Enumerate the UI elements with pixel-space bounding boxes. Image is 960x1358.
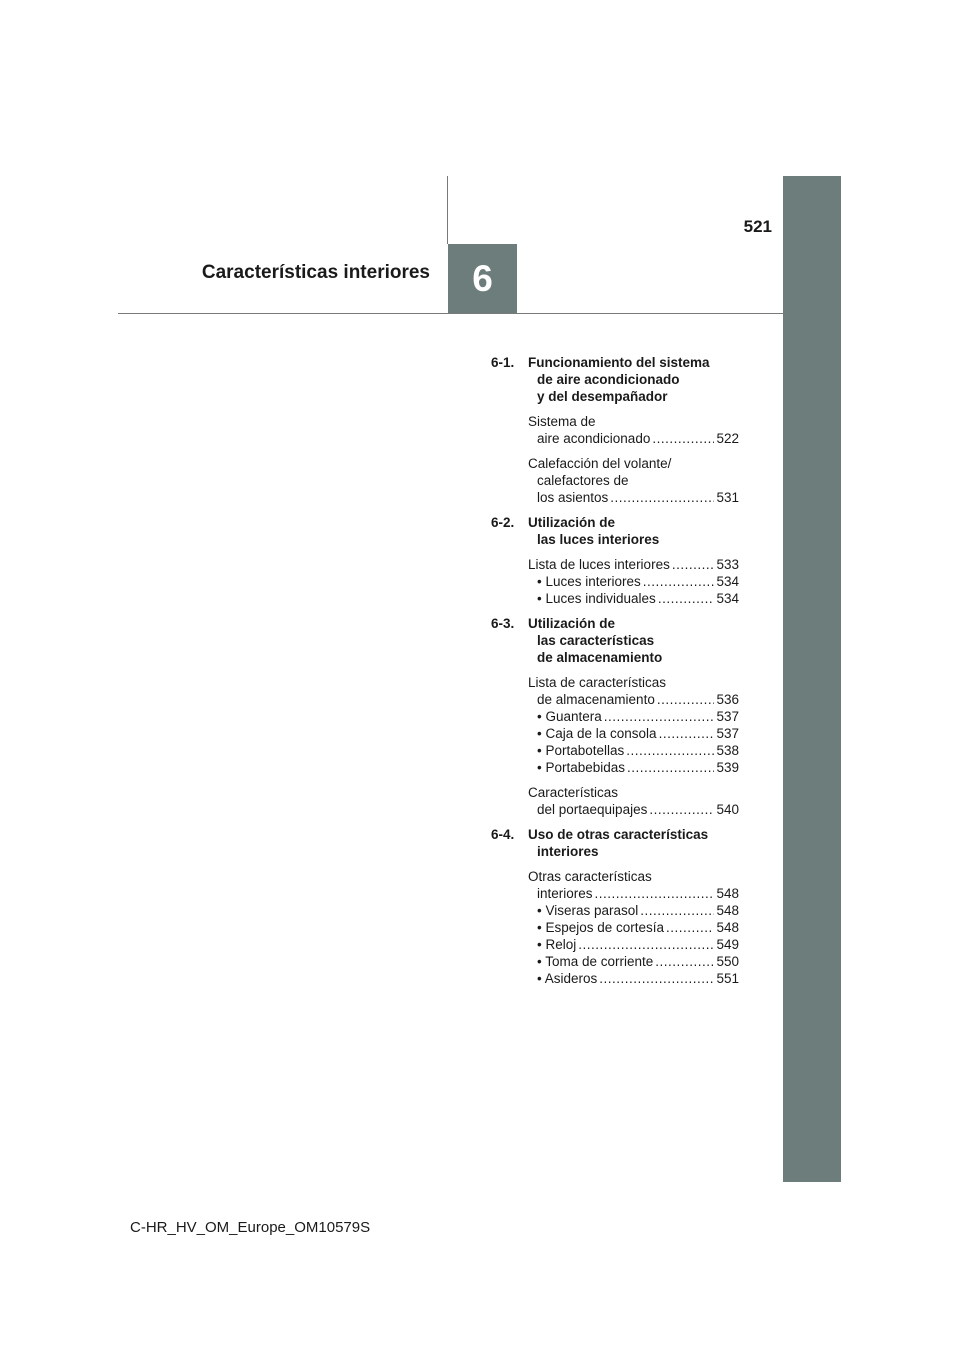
dot-leader [610,489,714,506]
entry-page-number: 548 [716,886,739,901]
dot-leader [657,691,715,708]
header-divider-vertical [447,176,448,244]
subentry-label: • Espejos de cortesía [537,920,665,935]
subentry-label: • Guantera [537,709,602,724]
section-title-line: Funcionamiento del sistema [528,355,710,370]
dot-leader [655,953,714,970]
entry-title-line: interiores [537,886,593,901]
toc-subentry[interactable] [528,970,739,987]
dot-leader [659,725,715,742]
toc-subentry[interactable] [528,573,739,590]
subentry-page-number: 534 [716,591,739,606]
subentry-page-number: 548 [716,903,739,918]
entry-page-number: 540 [716,802,739,817]
chapter-number-badge [448,244,517,313]
section-title-line: Utilización de [528,616,616,631]
dot-leader [599,970,714,987]
document-id: C-HR_HV_OM_Europe_OM10579S [130,1219,371,1236]
entry-page-number: 522 [716,431,739,446]
subentry-page-number: 551 [716,971,739,986]
dot-leader [672,556,715,573]
toc-entry[interactable] [528,556,739,607]
section-title [528,826,739,860]
entry-page-number: 533 [716,557,739,572]
chapter-side-tab [783,176,841,1182]
section-number: 6-3. [491,616,515,631]
dot-leader [595,885,715,902]
subentry-page-number: 537 [716,709,739,724]
section-title-line: de aire acondicionado [537,372,680,387]
toc-entry[interactable] [528,784,739,818]
section-title [528,354,739,405]
toc-subentry[interactable] [528,590,739,607]
subentry-label: • Luces individuales [537,591,656,606]
subentry-label: • Reloj [537,937,577,952]
entry-title-line: Lista de luces interiores [528,557,670,572]
header-divider-horizontal [118,313,783,314]
toc-entry[interactable] [528,413,739,447]
entry-title-line: Sistema de [528,414,596,429]
section-title [528,615,739,666]
toc-subentry[interactable] [528,936,739,953]
subentry-page-number: 550 [716,954,739,969]
dot-leader [627,759,714,776]
toc-subentry[interactable] [528,708,739,725]
section-title-line: las luces interiores [537,532,660,547]
section-title-line: Utilización de [528,515,616,530]
section-number: 6-2. [491,515,515,530]
subentry-label: • Luces interiores [537,574,641,589]
dot-leader [626,742,714,759]
dot-leader [643,573,715,590]
entry-title-line: Características [528,785,619,800]
toc-subentry[interactable] [528,953,739,970]
subentry-page-number: 549 [716,937,739,952]
subentry-page-number: 539 [716,760,739,775]
subentry-label: • Portabotellas [537,743,625,758]
toc-section [491,826,739,987]
entry-title-line: de almacenamiento [537,692,655,707]
section-title-line: de almacenamiento [537,650,663,665]
subentry-label: • Portabebidas [537,760,626,775]
entry-page-number: 536 [716,692,739,707]
toc-subentry[interactable] [528,759,739,776]
subentry-label: • Viseras parasol [537,903,639,918]
page-number: 521 [743,217,772,236]
toc-entry[interactable] [528,674,739,776]
chapter-number: 6 [472,257,493,299]
subentry-page-number: 548 [716,920,739,935]
dot-leader [658,590,715,607]
toc-subentry[interactable] [528,902,739,919]
dot-leader [652,430,714,447]
dot-leader [578,936,714,953]
table-of-contents [491,354,739,995]
toc-entry[interactable] [528,868,739,987]
entry-page-number: 531 [716,490,739,505]
dot-leader [649,801,714,818]
subentry-label: • Toma de corriente [537,954,654,969]
section-heading[interactable] [491,826,739,860]
toc-section [491,615,739,818]
dot-leader [666,919,714,936]
section-title-line: interiores [537,844,599,859]
toc-section [491,514,739,607]
subentry-page-number: 537 [716,726,739,741]
section-number: 6-4. [491,827,515,842]
section-title-line: y del desempañador [537,389,668,404]
section-title [528,514,739,548]
section-title-line: Uso de otras características [528,827,709,842]
subentry-page-number: 534 [716,574,739,589]
section-heading[interactable] [491,514,739,548]
toc-entry[interactable] [528,455,739,506]
section-heading[interactable] [491,354,739,405]
subentry-label: • Asideros [537,971,598,986]
entry-title-line: Calefacción del volante/ [528,456,672,471]
toc-section [491,354,739,506]
section-title-line: las características [537,633,655,648]
entry-title-line: calefactores de [537,473,629,488]
section-number: 6-1. [491,355,515,370]
entry-title-line: del portaequipajes [537,802,648,817]
entry-title-line: los asientos [537,490,609,505]
entry-title-line: Otras características [528,869,652,884]
subentry-label: • Caja de la consola [537,726,657,741]
entry-title-line: Lista de características [528,675,667,690]
subentry-page-number: 538 [716,743,739,758]
toc-subentry[interactable] [528,742,739,759]
section-heading[interactable] [491,615,739,666]
dot-leader [604,708,715,725]
dot-leader [640,902,714,919]
toc-subentry[interactable] [528,725,739,742]
entry-title-line: aire acondicionado [537,431,651,446]
toc-subentry[interactable] [528,919,739,936]
chapter-title: Características interiores [201,262,430,283]
